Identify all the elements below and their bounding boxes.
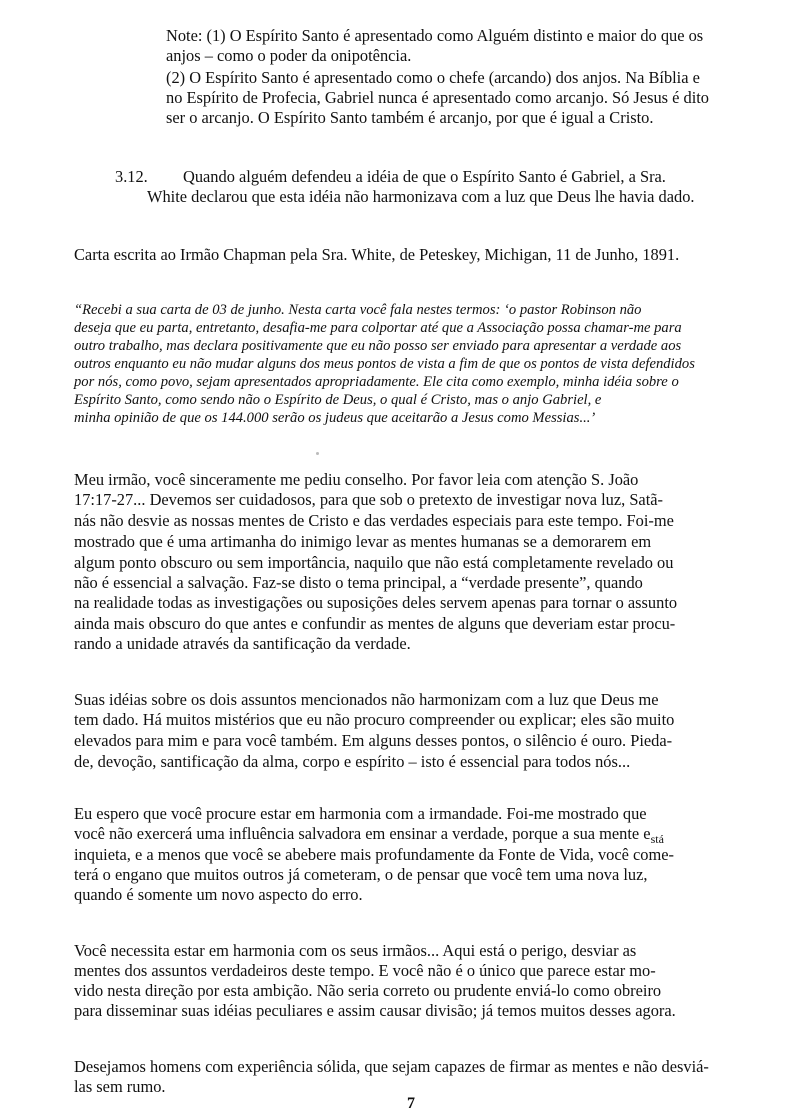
para3-line-2: você não exercerá uma influência salvadora em ensinar a verdade, porque a sua mente $e_{stá}$: [74, 824, 664, 846]
para1-line-7: na realidade todas as investigações ou suposições deles servem apenas para tornar o assunto: [74, 593, 678, 612]
para5-line-1: Desejamos homens com experiência sólida, que sejam capazes de firmar as mentes e não desviá-: [74, 1057, 709, 1076]
para4-line-1: Você necessita estar em harmonia com os seus irmãos... Aqui está o perigo, desviar as: [74, 941, 637, 960]
para2-line-2: tem dado. Há muitos mistérios que eu não procuro compreender ou explicar; eles são muito: [74, 710, 675, 729]
para1-line-8: ainda mais obscuro do que antes e confundir as mentes de alguns que deveriam estar procu-: [74, 614, 676, 633]
quote-line-3: outro trabalho, mas declara positivamente que eu não posso ser enviado para apresentar a verdade aos: [74, 338, 682, 354]
para2-line-3: elevados para mim e para você também. Em alguns desses pontos, o silêncio é ouro. Pieda-: [74, 731, 673, 750]
para2-line-1: Suas idéias sobre os dois assuntos mencionados não harmonizam com a luz que Deus me: [74, 690, 659, 709]
para4-line-2: mentes dos assuntos verdadeiros deste tempo. E você não é o único que parece estar mo-: [74, 961, 656, 980]
para3-line-1: Eu espero que você procure estar em harmonia com a irmandade. Foi-me mostrado que: [74, 804, 647, 823]
quote-line-7: minha opinião de que os 144.000 serão os judeus que aceitarão a Jesus como Messias...’: [74, 410, 596, 426]
note-line-1: Note: (1) O Espírito Santo é apresentado como Alguém distinto e maior do que os: [166, 26, 704, 45]
para1-line-9: rando a unidade através da santificação da verdade.: [74, 634, 411, 653]
section-line-1: Quando alguém defendeu a idéia de que o Espírito Santo é Gabriel, a Sra.: [183, 167, 666, 186]
para3-line-3: inquieta, e a menos que você se abebere mais profundamente da Fonte de Vida, você come-: [74, 845, 674, 864]
quote-line-4: outros enquanto eu não mudar alguns dos meus pontos de vista a fim de que os pontos de vista defendidos: [74, 356, 695, 372]
scan-speck: [316, 452, 319, 455]
para4-line-3: vido nesta direção por esta ambição. Não seria correto ou prudente enviá-lo como obreiro: [74, 981, 662, 1000]
para3-line-5: quando é somente um novo aspecto do erro.: [74, 885, 363, 904]
note-line-5: ser o arcanjo. O Espírito Santo também é arcanjo, por que é igual a Cristo.: [166, 108, 654, 127]
para1-line-2: 17:17-27... Devemos ser cuidadosos, para que sob o pretexto de investigar nova luz, Satã-: [74, 490, 663, 509]
letter-reference: Carta escrita ao Irmão Chapman pela Sra. White, de Peteskey, Michigan, 11 de Junho, 1891.: [74, 245, 680, 264]
para3-line-4: terá o engano que muitos outros já cometeram, o de pensar que você tem uma nova luz,: [74, 865, 648, 884]
page-number: 7: [407, 1095, 415, 1112]
note-line-2: anjos – como o poder da onipotência.: [166, 46, 412, 65]
note-line-4: no Espírito de Profecia, Gabriel nunca é apresentado como arcanjo. Só Jesus é dito: [166, 88, 709, 107]
section-number: 3.12.: [115, 167, 148, 186]
note-line-3: (2) O Espírito Santo é apresentado como o chefe (arcando) dos anjos. Na Bíblia e: [166, 68, 700, 87]
quote-line-5: por nós, como povo, sejam apresentados apropriadamente. Ele cita como exemplo, minha idéia sobre o: [74, 374, 679, 390]
para1-line-3: nás não desvie as nossas mentes de Cristo e das verdades especiais para este tempo. Foi-me: [74, 511, 674, 530]
note-label: Note: [166, 26, 198, 45]
subscript-fragment: stá: [650, 832, 664, 846]
para1-line-1: Meu irmão, você sinceramente me pediu conselho. Por favor leia com atenção S. João: [74, 470, 639, 489]
section-line-2: White declarou que esta idéia não harmonizava com a luz que Deus lhe havia dado.: [147, 187, 695, 206]
para5-line-2: las sem rumo.: [74, 1077, 166, 1096]
quote-line-1: “Recebi a sua carta de 03 de junho. Nesta carta você fala nestes termos: ‘o pastor Robinson não: [74, 302, 642, 318]
quote-line-6: Espírito Santo, como sendo não o Espírito de Deus, o qual é Cristo, mas o anjo Gabriel, e: [74, 392, 602, 408]
para1-line-4: mostrado que é uma artimanha do inimigo levar as mentes humanas se a demorarem em: [74, 532, 652, 551]
para2-line-4: de, devoção, santificação da alma, corpo e espírito – isto é essencial para todos nós...: [74, 752, 631, 771]
para4-line-4: para disseminar suas idéias peculiares e assim causar divisão; já temos muitos desses agora.: [74, 1001, 676, 1020]
quote-line-2: deseja que eu parta, entretanto, desafia-me para colportar até que a Associação possa chamar-me para: [74, 320, 682, 336]
para1-line-5: algum ponto obscuro ou sem importância, naquilo que não está completamente revelado ou: [74, 553, 674, 572]
para1-line-6: não é essencial a salvação. Faz-se disto o tema principal, a “verdade presente”, quando: [74, 573, 643, 592]
